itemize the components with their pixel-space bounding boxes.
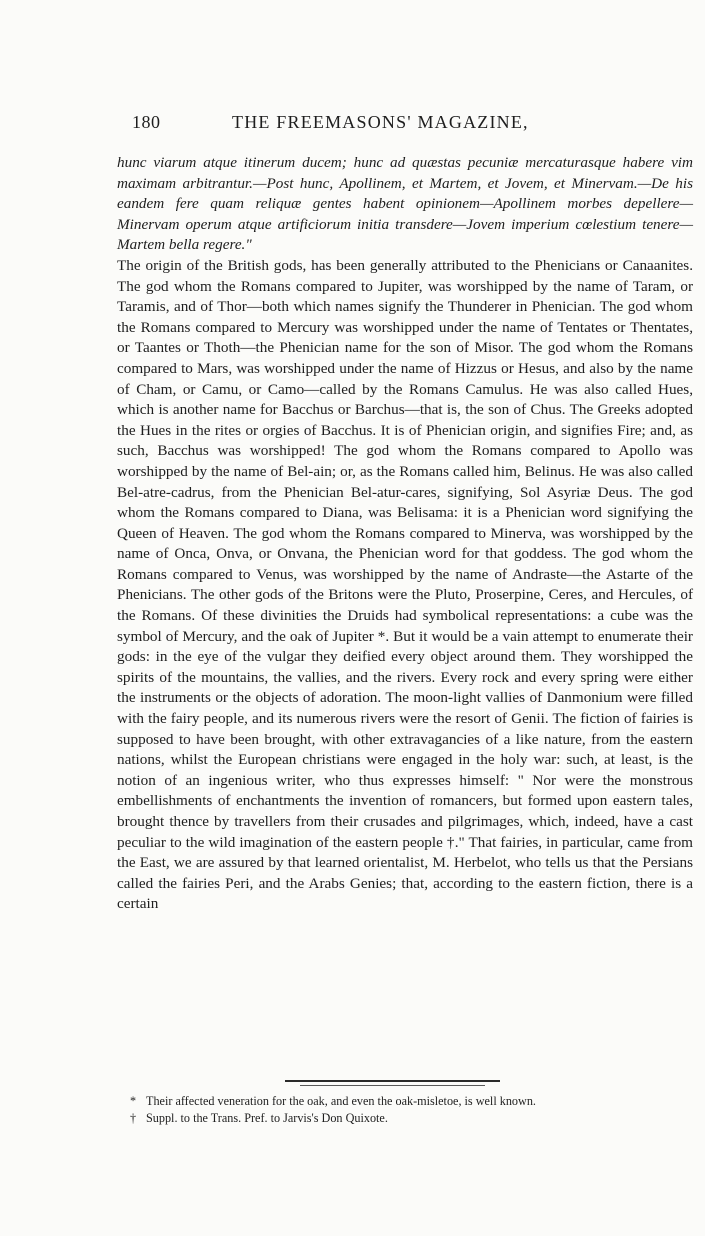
footnotes xyxy=(130,1093,695,1127)
footnote-divider-thin xyxy=(300,1085,485,1086)
footnote-text: Suppl. to the Trans. Pref. to Jarvis's Don Quixote. xyxy=(146,1111,388,1125)
page-header xyxy=(132,112,692,136)
running-title: THE FREEMASONS' MAGAZINE, xyxy=(232,112,529,132)
main-paragraph: The origin of the British gods, has been generally attributed to the Phenicians or Canaanites. The god whom the Romans compared to Jupiter, was worshipped by the name of Taram, or Taramis, and of Thor—both which names signify the Thunderer in Phenician. The god whom the Romans compared to Mercury was worshipped under the name of Tentates or Thentates, or Taantes or Thoth—the Phenician name for the son of Misor. The god whom the Romans compared to Mars, was worshipped under the name of Hizzus or Hesus, and also by the name of Cham, or Camu, or Camo—called by the Romans Camulus. He was also called Hues, which is another name for Bacchus or Barchus—that is, the son of Chus. The Greeks adopted the Hues in the rites or orgies of Bacchus. It is of Phenician origin, and signifies Fire; and, as such, Bacchus was worshipped! The god whom the Romans compared to Apollo was worshipped by the name of Bel-ain; or, as the Romans called him, Belinus. He was also called Bel-atre-cadrus, from the Phenician Bel-atur-cares, signifying, Sol Asyriæ Deus. The god whom the Romans compared to Diana, was Belisama: it is a Phenician word signifying the Queen of Heaven. The god whom the Romans compared to Minerva, was worshipped by the name of Onca, Onva, or Onvana, the Phenician word for that goddess. The god whom the Romans compared to Venus, was worshipped by the name of Andraste—the Astarte of the Phenicians. The other gods of the Britons were the Pluto, Proserpine, Ceres, and Hercules, of the Romans. Of these divinities the Druids had symbolical representations: a cube was the symbol of Mercury, and the oak of Jupiter *. But it would be a vain attempt to enumerate their gods: in the eye of the vulgar they deified every object around them. They worshipped the spirits of the mountains, the vallies, and the rivers. Every rock and every spring were either the instruments or the objects of adoration. The moon-light vallies of Danmonium were filled with the fairy people, and its numerous rivers were the resort of Genii. The fiction of fairies is supposed to have been brought, with other extravagancies of a like nature, from the eastern nations, whilst the European christians were engaged in the holy war: such, at least, is the notion of an ingenious writer, who thus expresses himself: " Nor were the monstrous embellishments of enchantments the invention of romancers, but formed upon eastern tales, brought thence by travellers from their crusades and pilgrimages, which, indeed, have a cast peculiar to the wild imagination of the eastern people †." That fairies, in particular, came from the East, we are assured by that learned orientalist, M. Herbelot, who tells us that the Persians called the fairies Peri, and the Arabs Genies; that, according to the eastern fiction, there is a certain xyxy=(117,256,693,913)
footnote-mark: † xyxy=(130,1111,137,1125)
latin-quotation: hunc viarum atque itinerum ducem; hunc ad quæstas pecuniæ mercaturasque habere vim maximam arbitrantur.—Post hunc, Apollinem, et Martem, et Jovem, et Minervam.—De his eandem fere quam reliquæ gentes habent opinionem—Apollinem morbes depellere—Minervam operum atque artificiorum initia transdere—Jovem imperium cœlestium tenere—Martem bella regere." xyxy=(117,154,693,254)
page-number: 180 xyxy=(132,112,161,132)
footnote xyxy=(130,1093,695,1110)
footnote xyxy=(130,1110,695,1127)
footnote-divider xyxy=(285,1080,500,1082)
footnote-mark: * xyxy=(130,1094,137,1108)
body-text xyxy=(117,153,693,915)
footnote-text: Their affected veneration for the oak, and even the oak-misletoe, is well known. xyxy=(146,1094,536,1108)
